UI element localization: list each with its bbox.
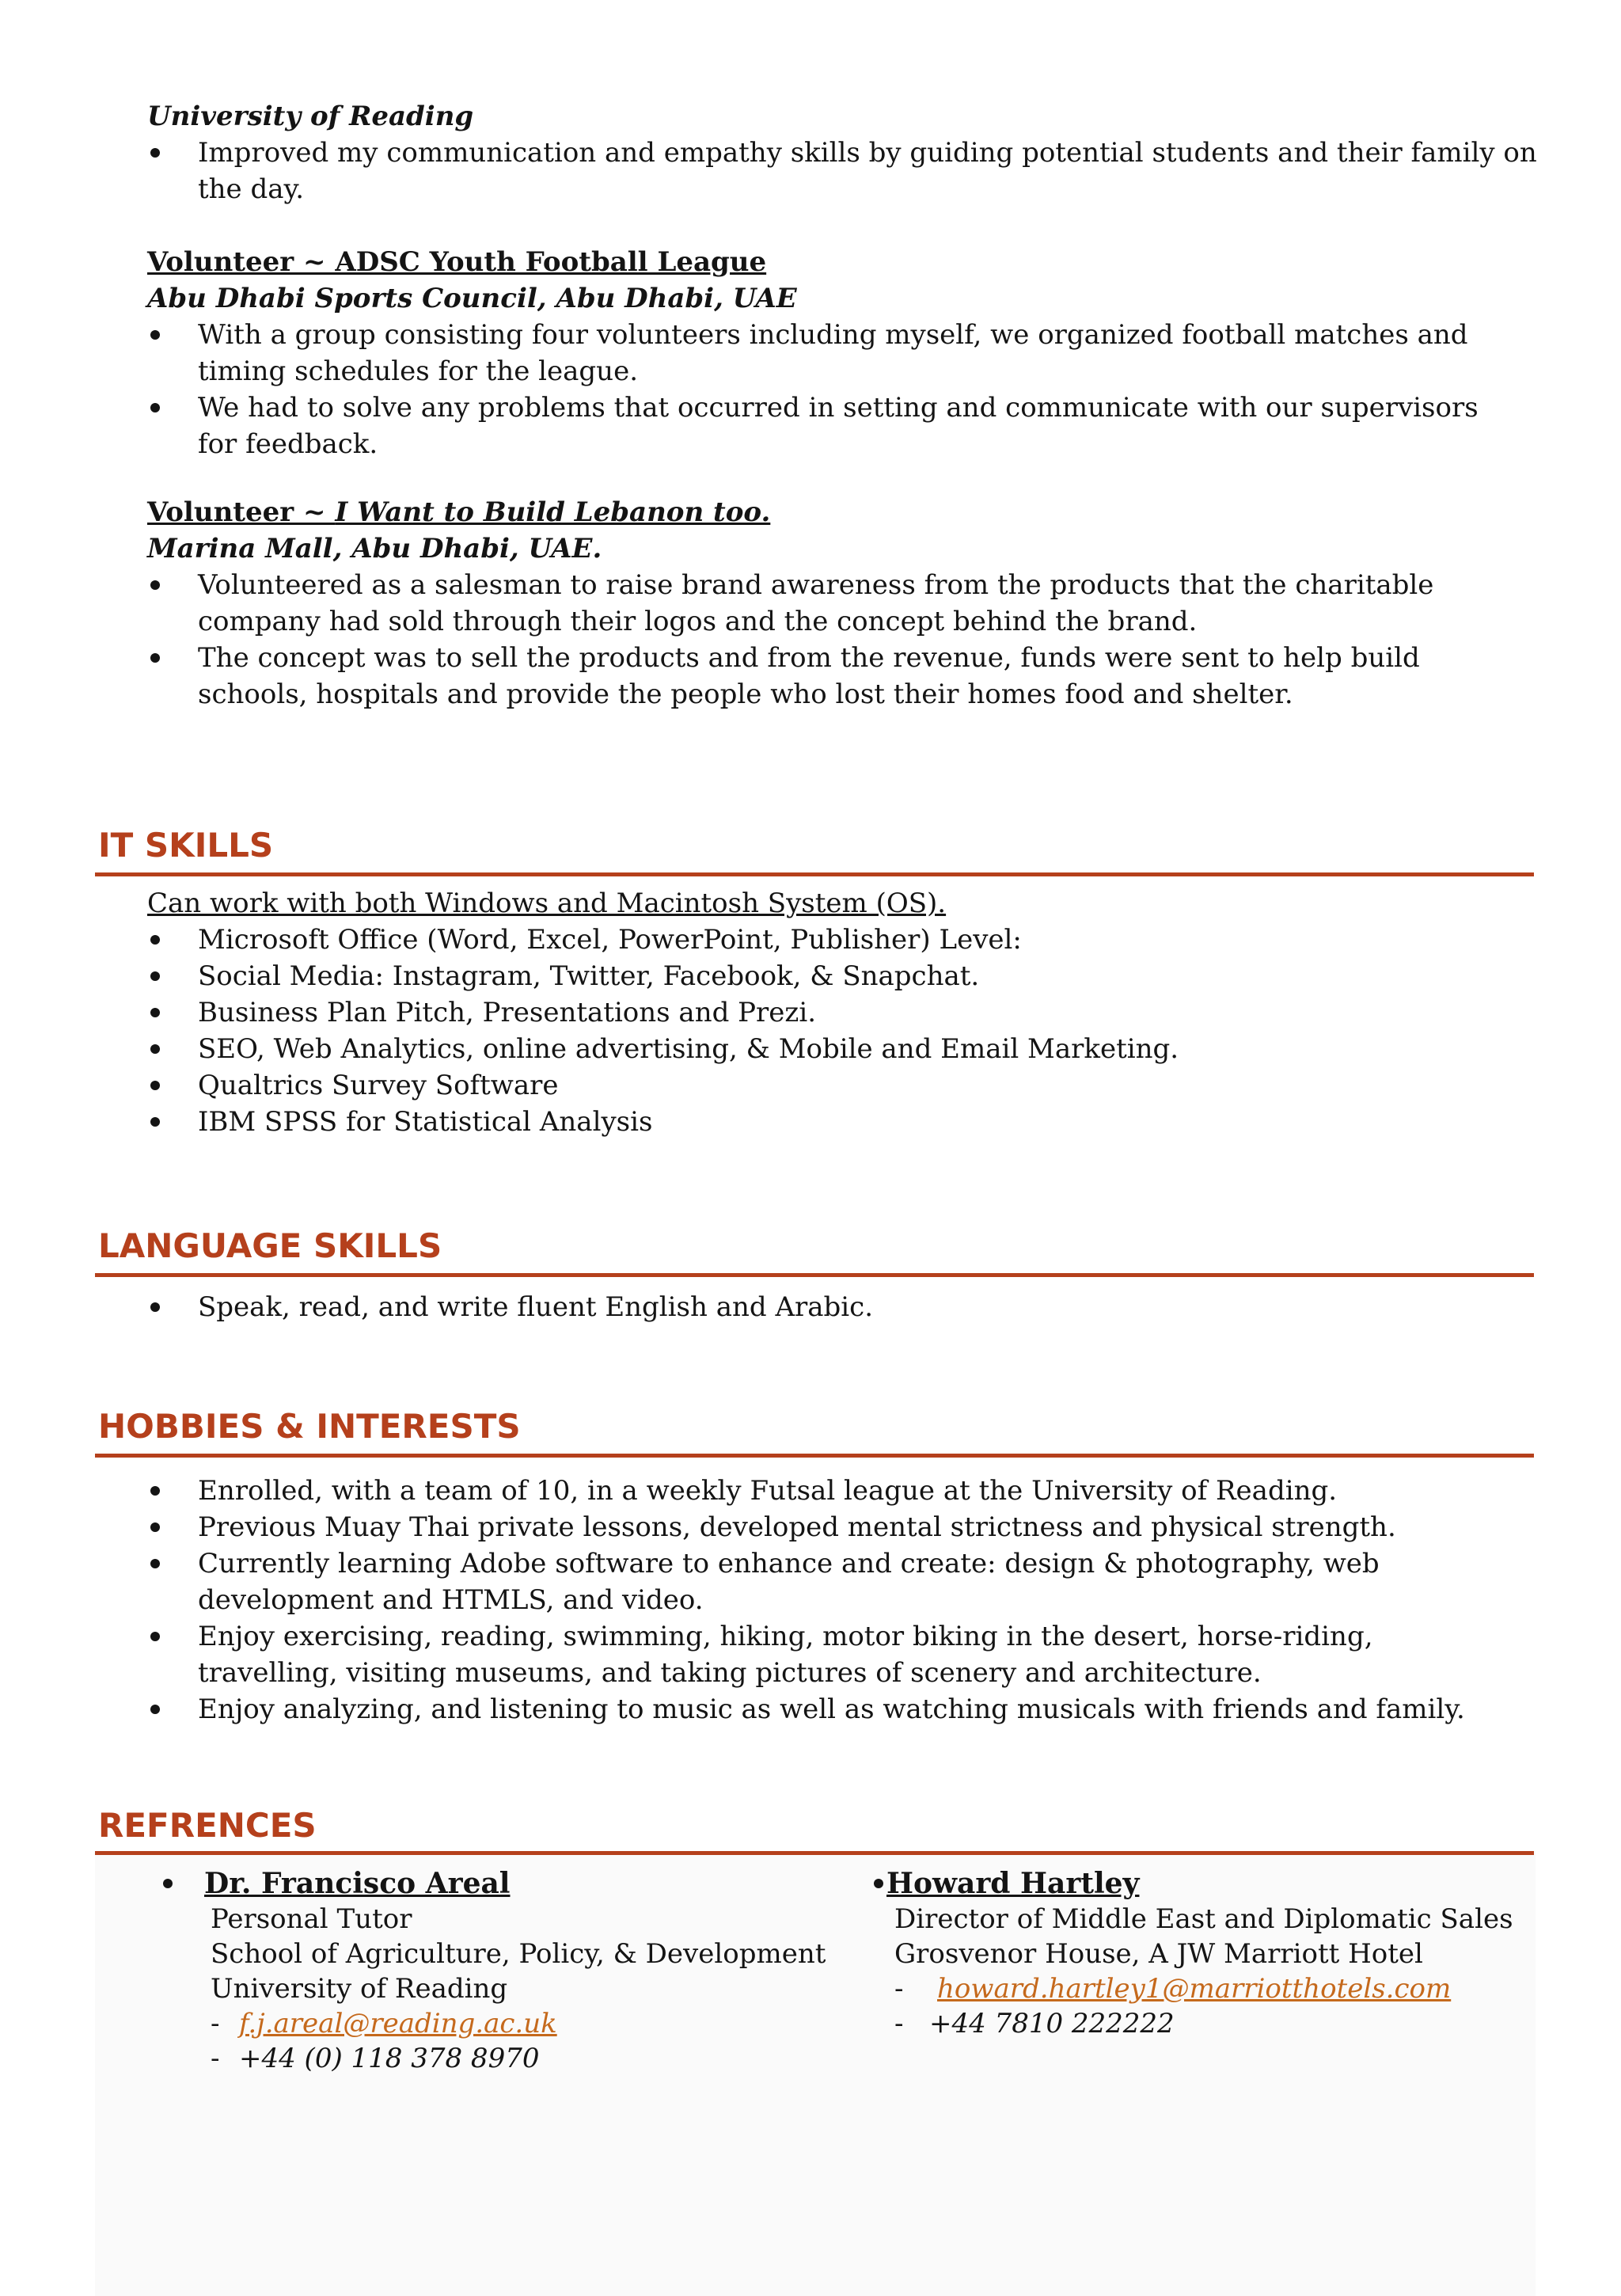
bullet-list	[147, 135, 1540, 207]
experience-adsc	[147, 244, 1540, 462]
bullet-list	[147, 567, 1540, 713]
reference-title: Director of Middle East and Diplomatic Sales	[894, 1903, 1513, 1935]
reference-title: Personal Tutor	[211, 1903, 412, 1935]
list-item: We had to solve any problems that occurred in setting and communicate with our supervisors for feedback.	[147, 390, 1496, 462]
bullet-icon	[874, 1879, 883, 1888]
bullet-list	[147, 1473, 1540, 1728]
list-item: Volunteered as a salesman to raise brand awareness from the products that the charitable company had sold through their logos and the concept behind the brand.	[147, 567, 1543, 640]
bullet-list	[147, 317, 1540, 462]
experience-reading	[147, 98, 1540, 207]
section-divider	[95, 1273, 1534, 1277]
reference-org: Grosvenor House, A JW Marriott Hotel	[894, 1938, 1423, 1970]
list-item: Qualtrics Survey Software	[147, 1067, 1540, 1104]
it-skills-section	[147, 885, 1540, 1140]
list-item: Currently learning Adobe software to enhance and create: design & photography, web development and HTMLS, and video.	[147, 1545, 1496, 1618]
list-item: Business Plan Pitch, Presentations and Prezi.	[147, 994, 1540, 1031]
section-divider	[95, 1851, 1534, 1855]
org-name: Marina Mall, Abu Dhabi, UAE.	[147, 533, 602, 564]
reference-phone: +44 (0) 118 378 8970	[239, 2043, 540, 2074]
experience-lebanon	[147, 494, 1540, 713]
language-skills-heading: LANGUAGE SKILLS	[98, 1226, 442, 1265]
it-skills-heading: IT SKILLS	[98, 826, 274, 865]
reference-1	[163, 1865, 826, 2076]
reference-org: University of Reading	[211, 1973, 508, 2005]
list-item: SEO, Web Analytics, online advertising, & Mobile and Email Marketing.	[147, 1031, 1540, 1067]
role-italic: I Want to Build Lebanon too.	[335, 496, 771, 528]
reference-phone: +44 7810 222222	[929, 2008, 1175, 2039]
list-item: Previous Muay Thai private lessons, developed mental strictness and physical strength.	[147, 1509, 1540, 1545]
list-item: IBM SPSS for Statistical Analysis	[147, 1104, 1540, 1140]
reference-name	[874, 1865, 1513, 1902]
list-item: Improved my communication and empathy skills by guiding potential students and their family on the day.	[147, 135, 1543, 207]
reference-email-row: - howard.hartley1@marriotthotels.com	[894, 1973, 1452, 2005]
section-divider	[95, 872, 1534, 876]
reference-phone-row: - +44 (0) 118 378 8970	[211, 2043, 540, 2074]
list-item: Enjoy exercising, reading, swimming, hiking, motor biking in the desert, horse-riding, travelling, visiting museums, and taking pictures of scenery and architecture.	[147, 1618, 1496, 1691]
list-item: Enjoy analyzing, and listening to music as well as watching musicals with friends and family.	[147, 1691, 1540, 1728]
hobbies-section	[147, 1473, 1540, 1728]
list-item: Social Media: Instagram, Twitter, Facebook, & Snapchat.	[147, 958, 1540, 994]
list-item: With a group consisting four volunteers including myself, we organized football matches and timing schedules for the league.	[147, 317, 1496, 390]
role-title	[147, 494, 1540, 530]
org-name: Abu Dhabi Sports Council, Abu Dhabi, UAE	[147, 283, 797, 314]
list-item: Speak, read, and write fluent English and Arabic.	[147, 1289, 1540, 1325]
reference-name	[163, 1865, 826, 1902]
section-divider	[95, 1454, 1534, 1458]
reference-phone-row: - +44 7810 222222	[894, 2008, 1175, 2039]
references-heading: REFRENCES	[98, 1806, 317, 1845]
bullet-list	[147, 922, 1540, 1140]
reference-2	[874, 1865, 1513, 2041]
reference-email-link[interactable]: f.j.areal@reading.ac.uk	[239, 2008, 557, 2039]
it-skills-intro: Can work with both Windows and Macintosh System (OS).	[147, 888, 947, 919]
list-item: Enrolled, with a team of 10, in a weekly Futsal league at the University of Reading.	[147, 1473, 1540, 1509]
reference-name-text: Dr. Francisco Areal	[204, 1867, 511, 1900]
list-item: The concept was to sell the products and from the revenue, funds were sent to help build schools, hospitals and provide the people who lost their homes food and shelter.	[147, 640, 1496, 713]
reference-email-row: - f.j.areal@reading.ac.uk	[211, 2008, 557, 2039]
role-prefix: Volunteer ~	[147, 496, 336, 528]
role-title: Volunteer ~ ADSC Youth Football League	[147, 246, 767, 278]
list-item: Microsoft Office (Word, Excel, PowerPoint, Publisher) Level:	[147, 922, 1540, 958]
reference-dept: School of Agriculture, Policy, & Development	[211, 1938, 826, 1970]
language-skills-section	[147, 1289, 1540, 1325]
reference-name-text: Howard Hartley	[886, 1867, 1140, 1900]
bullet-icon	[163, 1879, 173, 1888]
bullet-list	[147, 1289, 1540, 1325]
reference-email-link[interactable]: howard.hartley1@marriotthotels.com	[937, 1973, 1452, 2005]
org-name: University of Reading	[147, 101, 474, 132]
hobbies-heading: HOBBIES & INTERESTS	[98, 1407, 521, 1446]
